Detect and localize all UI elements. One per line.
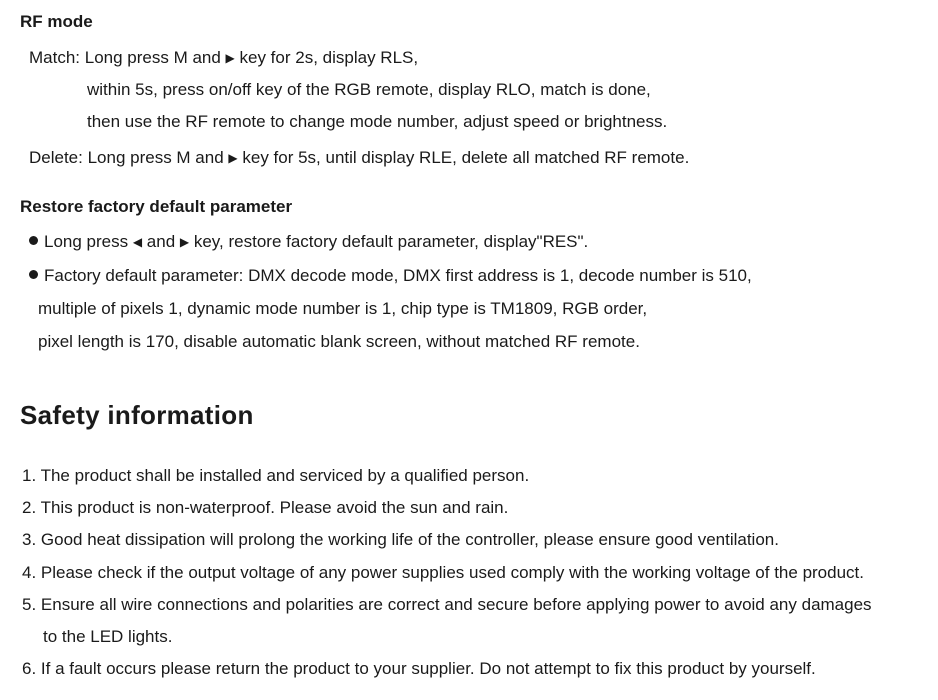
bullet-icon	[29, 236, 38, 245]
safety-item-3: 3. Good heat dissipation will prolong the working life of the controller, please ensure good ventilation.	[22, 530, 779, 549]
restore-heading: Restore factory default parameter	[20, 197, 293, 216]
rf-match-text-b: key for 2s, display RLS,	[234, 48, 419, 67]
safety-heading: Safety information	[20, 400, 254, 430]
rf-match-line-1	[29, 47, 418, 69]
right-triangle-icon: ▶	[225, 51, 235, 65]
rf-match-line-3: then use the RF remote to change mode number, adjust speed or brightness.	[87, 112, 668, 131]
rf-mode-heading: RF mode	[20, 12, 93, 31]
restore-bullet-1-text-a: Long press	[44, 232, 133, 251]
safety-item-2: 2. This product is non-waterproof. Please avoid the sun and rain.	[22, 498, 509, 517]
rf-match-line-2: within 5s, press on/off key of the RGB remote, display RLO, match is done,	[87, 80, 651, 99]
rf-match-text-a: Match: Long press M and	[29, 48, 226, 67]
restore-bullet-2-line-2: multiple of pixels 1, dynamic mode number is 1, chip type is TM1809, RGB order,	[38, 299, 648, 318]
restore-bullet-1-text-b: and	[142, 232, 180, 251]
rf-delete-line	[29, 147, 689, 169]
rf-delete-text-b: key for 5s, until display RLE, delete all matched RF remote.	[237, 148, 690, 167]
safety-item-6: 6. If a fault occurs please return the product to your supplier. Do not attempt to fix this product by yourself.	[22, 659, 816, 678]
safety-item-5-line-2: to the LED lights.	[43, 627, 173, 646]
safety-item-1: 1. The product shall be installed and serviced by a qualified person.	[22, 466, 530, 485]
safety-item-5: 5. Ensure all wire connections and polarities are correct and secure before applying power to avoid any damages	[22, 595, 872, 614]
restore-bullet-2-line-3: pixel length is 170, disable automatic blank screen, without matched RF remote.	[38, 332, 640, 351]
right-triangle-icon: ▶	[179, 235, 190, 249]
bullet-icon	[29, 270, 38, 279]
restore-bullet-2-text: Factory default parameter: DMX decode mode, DMX first address is 1, decode number is 510,	[44, 266, 752, 285]
restore-bullet-1-text-c: key, restore factory default parameter, display"RES".	[189, 232, 589, 251]
safety-item-4: 4. Please check if the output voltage of any power supplies used comply with the working voltage of the product.	[22, 563, 864, 582]
right-triangle-icon: ▶	[228, 151, 238, 165]
restore-bullet-2	[29, 265, 752, 287]
restore-bullet-1	[29, 231, 588, 253]
left-triangle-icon: ◀	[132, 235, 143, 249]
rf-delete-text-a: Delete: Long press M and	[29, 148, 229, 167]
